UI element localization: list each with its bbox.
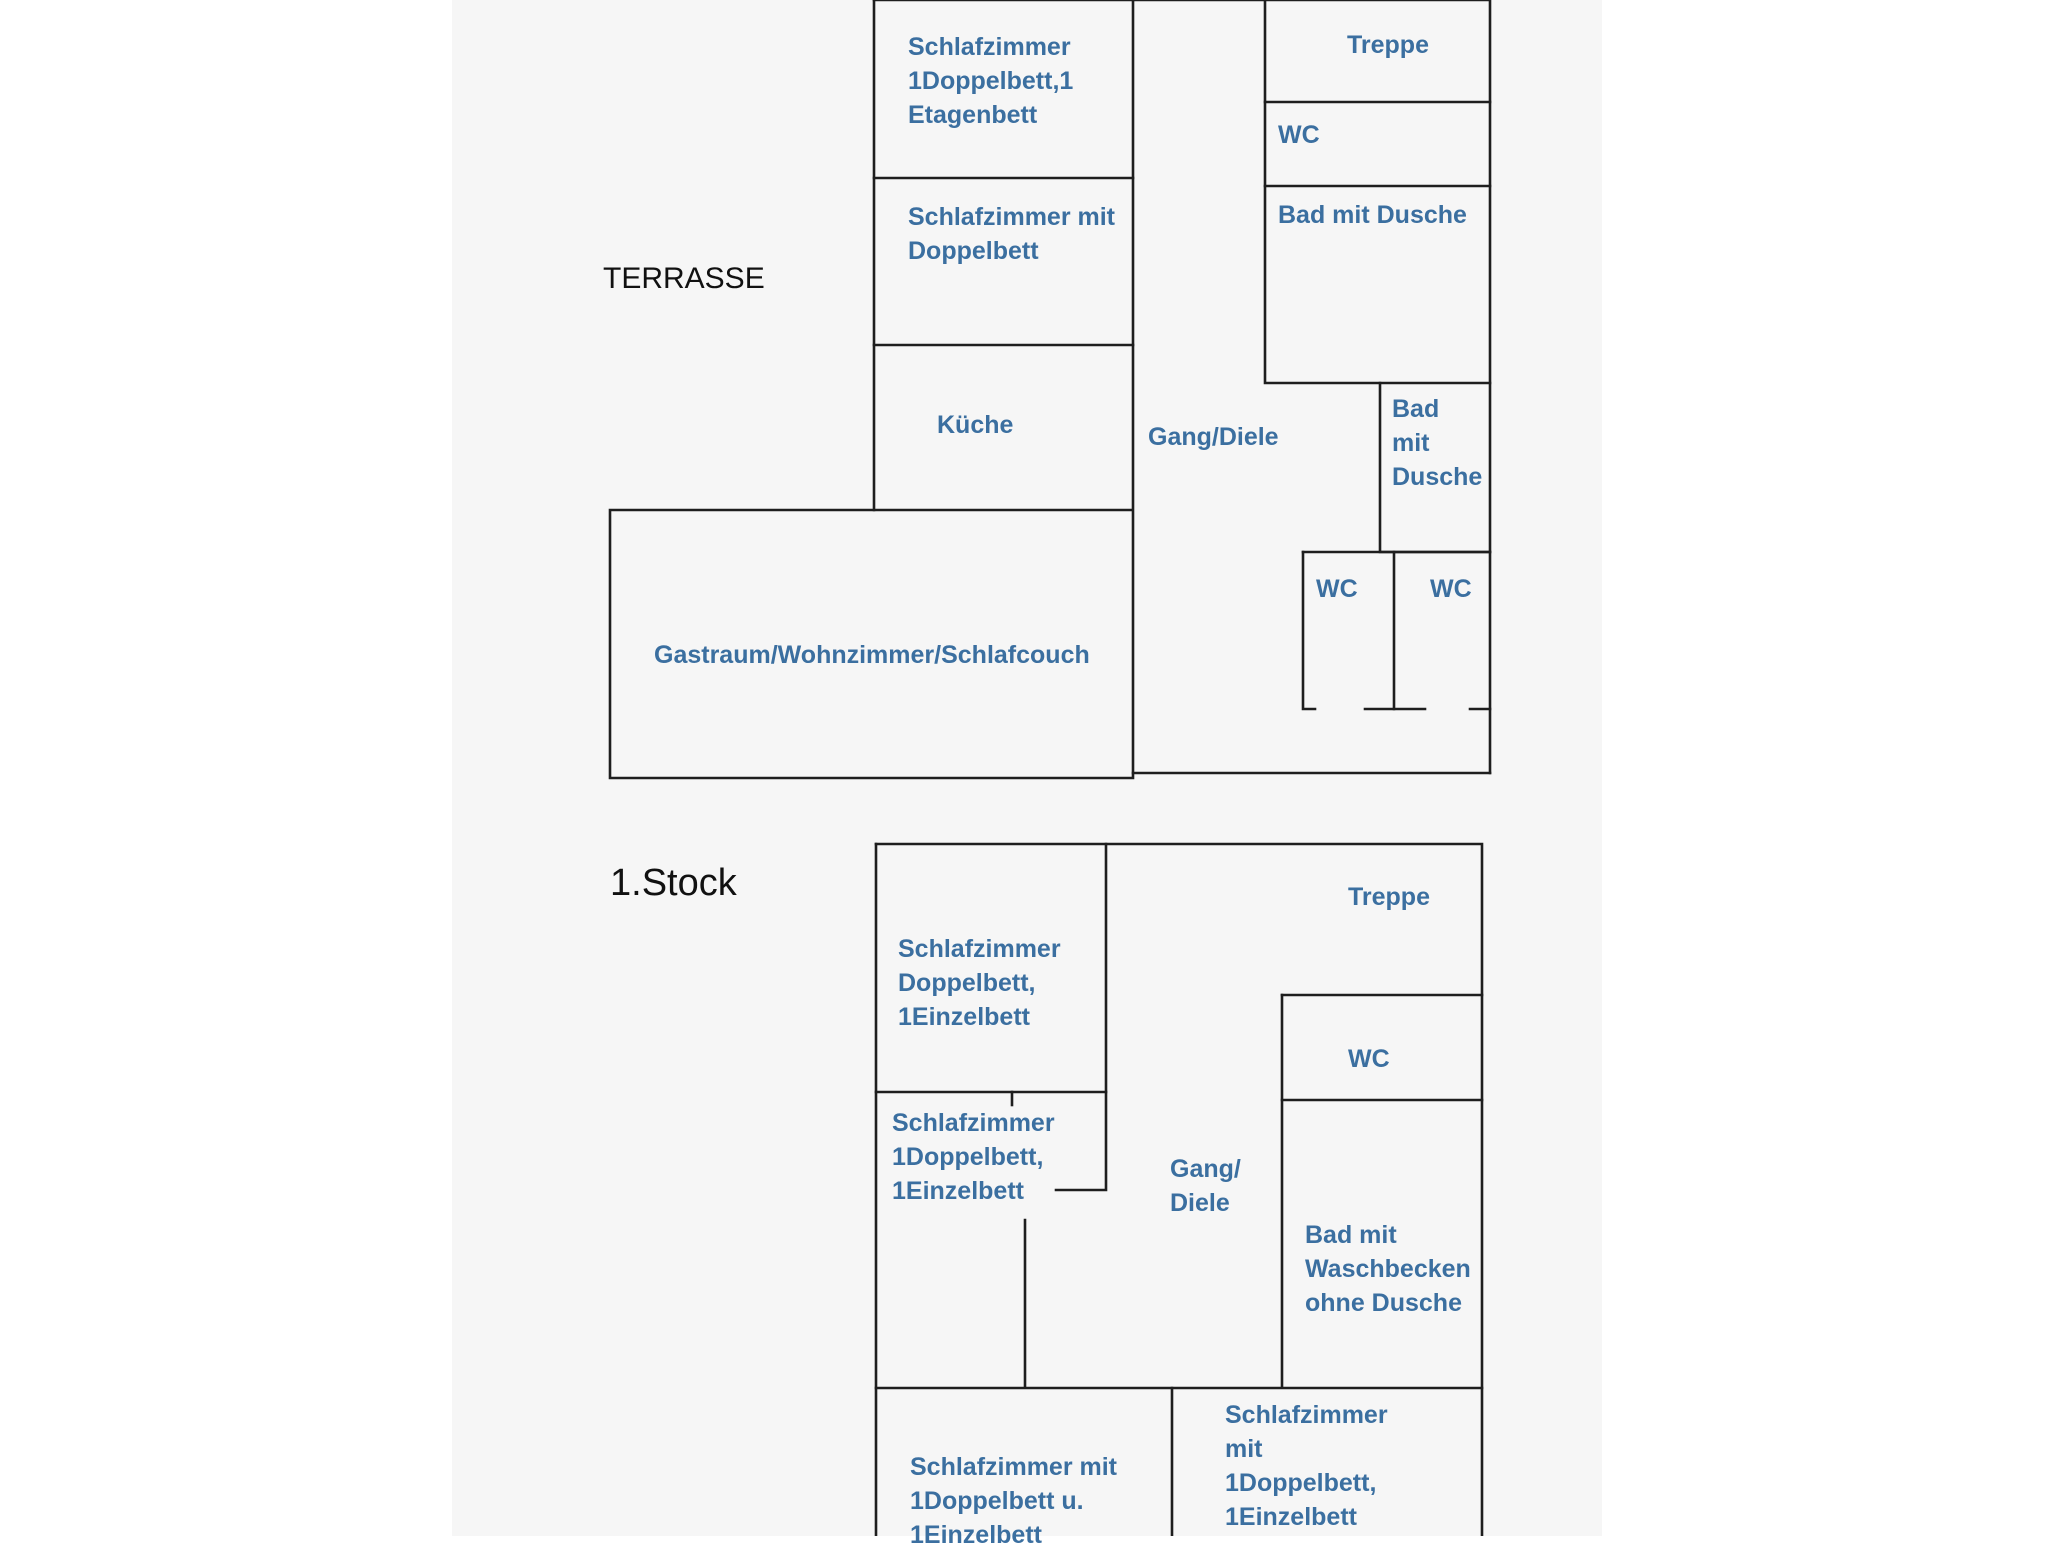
hallway-label-1st: Gang/ Diele xyxy=(1170,1155,1241,1217)
bedroom-c-label: Schlafzimmer mit 1Doppelbett u. 1Einzelbett xyxy=(910,1453,1118,1549)
bath-shower-2-label: Bad mit Dusche xyxy=(1392,395,1483,491)
bedroom-bunk-label: Schlafzimmer 1Doppelbett,1 Etagenbett xyxy=(908,33,1074,129)
bedroom-double-label: Schlafzimmer mit Doppelbett xyxy=(908,203,1116,265)
wc-label-1st: WC xyxy=(1348,1045,1390,1073)
bedroom-d-label: Schlafzimmer mit 1Doppelbett, 1Einzelbett xyxy=(1225,1401,1388,1531)
kitchen-label: Küche xyxy=(937,411,1014,439)
wc-top-label: WC xyxy=(1278,121,1320,149)
first-floor-label: 1.Stock xyxy=(610,862,737,904)
wc-right-label: WC xyxy=(1430,575,1472,603)
bath-shower-1-label: Bad mit Dusche xyxy=(1278,201,1467,229)
wc-left-label: WC xyxy=(1316,575,1358,603)
stairs-label-1st: Treppe xyxy=(1348,883,1430,911)
living-room-label: Gastraum/Wohnzimmer/Schlafcouch xyxy=(654,641,1090,669)
terrace-label: TERRASSE xyxy=(603,262,765,295)
bedroom-b-label: Schlafzimmer 1Doppelbett, 1Einzelbett xyxy=(892,1109,1055,1205)
bath-washbasin-label: Bad mit Waschbecken ohne Dusche xyxy=(1305,1221,1471,1317)
hallway-label: Gang/Diele xyxy=(1148,423,1279,451)
bedroom-a-label: Schlafzimmer Doppelbett, 1Einzelbett xyxy=(898,935,1061,1031)
stairs-label: Treppe xyxy=(1347,31,1429,59)
